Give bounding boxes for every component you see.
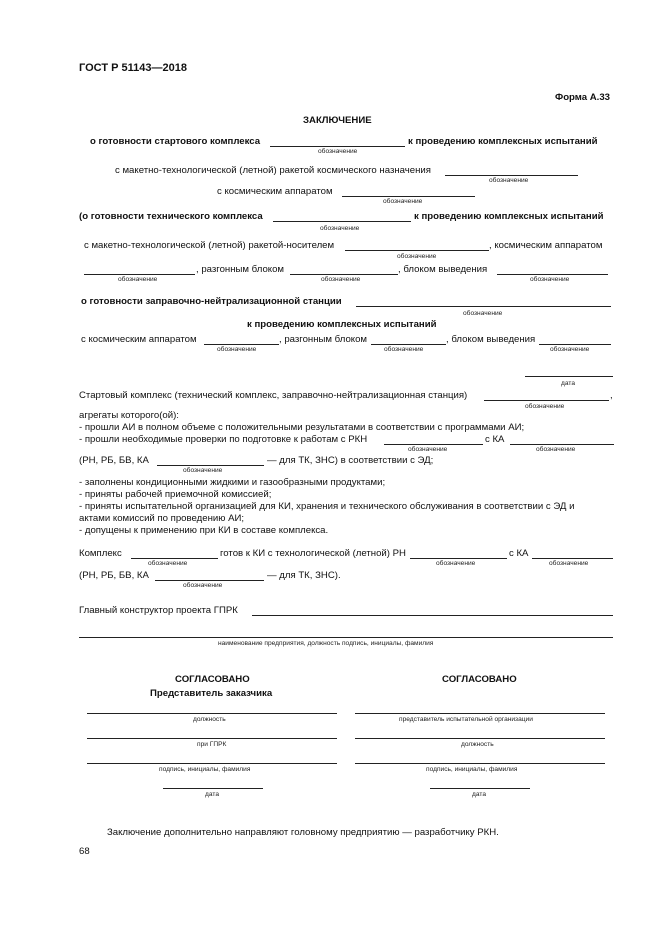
page-title: ЗАКЛЮЧЕНИЕ: [303, 115, 372, 126]
hint-designation: обозначение: [463, 310, 503, 317]
field-line: [252, 615, 613, 616]
hint-designation: обозначение: [183, 467, 223, 474]
field-line: [290, 274, 398, 275]
approval-left-title: СОГЛАСОВАНО: [175, 674, 250, 685]
hint-designation: обозначение: [321, 276, 361, 283]
field-line: [84, 274, 195, 275]
field-line: [410, 558, 507, 559]
field-line: [273, 221, 411, 222]
hint-designation: обозначение: [148, 560, 188, 567]
field-line: [355, 713, 605, 714]
field-line: [342, 196, 475, 197]
block2-booster: , разгонным блоком: [196, 264, 285, 275]
hint-designation: обозначение: [383, 198, 423, 205]
field-line: [155, 580, 264, 581]
footer-note: Заключение дополнительно направляют головному предприятию — разработчику РКН.: [107, 827, 499, 838]
field-line: [87, 738, 337, 739]
complex-ready-ka: с КА: [509, 548, 529, 559]
approval-left-sub: Представитель заказчика: [150, 688, 273, 699]
field-line: [371, 344, 446, 345]
hint-designation: обозначение: [549, 560, 589, 567]
block3-booster: , разгонным блоком: [279, 334, 368, 345]
hint-position: должность: [193, 716, 226, 723]
hint-date: дата: [472, 791, 486, 798]
date-line: [525, 376, 613, 377]
field-line: [131, 558, 218, 559]
date-line: [163, 788, 263, 789]
hint-designation: обозначение: [397, 253, 437, 260]
bullet-1: - прошли АИ в полном объеме с положительными результатами в соответствии с программами АИ;: [79, 422, 525, 433]
block2-tail: к проведению комплексных испытаний: [414, 211, 604, 222]
bullet-3: (РН, РБ, БВ, КА: [79, 455, 149, 466]
block3-spacecraft: с космическим аппаратом: [81, 334, 197, 345]
bullet-6: - приняты испытательной организацией для КИ, хранения и технического обслуживания в соответствии с ЭД и: [79, 501, 575, 512]
field-line: [270, 146, 405, 147]
complex-line: Стартовый комплекс (технический комплекс, заправочно-нейтрализационная станция): [79, 390, 468, 401]
hint-designation: обозначение: [530, 276, 570, 283]
hint-org-position: наименование предприятия, должность подпись, инициалы, фамилия: [218, 640, 434, 647]
field-line: [355, 738, 605, 739]
bullet-5: - приняты рабочей приемочной комиссией;: [79, 489, 272, 500]
block2-spacecraft: , космическим аппаратом: [489, 240, 603, 251]
field-line: [204, 344, 279, 345]
block1-lead: о готовности стартового комплекса: [90, 136, 261, 147]
block2-lead: (о готовности технического комплекса: [79, 211, 263, 222]
field-line: [484, 400, 609, 401]
hint-sign: подпись, инициалы, фамилия: [426, 766, 518, 773]
page-number: 68: [79, 846, 90, 857]
hint-designation: обозначение: [384, 346, 424, 353]
bullet-2: - прошли необходимые проверки по подготовке к работам с РКН: [79, 434, 368, 445]
hint-date: дата: [561, 380, 575, 387]
complex-ready: Комплекс: [79, 548, 122, 559]
hint-position: должность: [461, 741, 494, 748]
block1-spacecraft: с космическим аппаратом: [217, 186, 333, 197]
hint-test-org: представитель испытательной организации: [399, 716, 533, 723]
form-label: Форма А.33: [555, 92, 611, 103]
field-line: [384, 444, 483, 445]
comma: ,: [610, 390, 613, 401]
block3-lead: о готовности заправочно-нейтрализационной станции: [81, 296, 342, 307]
hint-designation: обозначение: [320, 225, 360, 232]
field-line: [355, 763, 605, 764]
block3-deploy: , блоком выведения: [446, 334, 536, 345]
hint-designation: обозначение: [436, 560, 476, 567]
chief-designer: Главный конструктор проекта ГПРК: [79, 605, 238, 616]
block1-rocket: с макетно-технологической (летной) ракетой космического назначения: [115, 165, 431, 176]
hint-designation: обозначение: [183, 582, 223, 589]
block3-tail: к проведению комплексных испытаний: [247, 319, 437, 330]
field-line: [157, 465, 264, 466]
field-line: [539, 344, 611, 345]
hint-designation: обозначение: [489, 177, 529, 184]
bullet-3-tail: — для ТК, ЗНС) в соответствии с ЭД;: [267, 455, 434, 466]
approval-right-title: СОГЛАСОВАНО: [442, 674, 517, 685]
hint-designation: обозначение: [318, 148, 358, 155]
hint-designation: обозначение: [408, 446, 448, 453]
field-line: [87, 713, 337, 714]
complex-rn-list: (РН, РБ, БВ, КА: [79, 570, 149, 581]
complex-ready-rn: готов к КИ с технологической (летной) РН: [220, 548, 406, 559]
hint-designation: обозначение: [217, 346, 257, 353]
field-line: [510, 444, 614, 445]
hint-sign: подпись, инициалы, фамилия: [159, 766, 251, 773]
gost-number: ГОСТ Р 51143—2018: [79, 62, 187, 74]
hint-date: дата: [205, 791, 219, 798]
block2-deploy: , блоком выведения: [398, 264, 488, 275]
field-line: [445, 175, 578, 176]
field-line: [345, 250, 489, 251]
field-line: [497, 274, 608, 275]
field-line: [79, 637, 613, 638]
hint-designation: обозначение: [118, 276, 158, 283]
hint-designation: обозначение: [525, 403, 565, 410]
aggregates-label: агрегаты которого(ой):: [79, 410, 179, 421]
bullet-4: - заполнены кондиционными жидкими и газообразными продуктами;: [79, 477, 386, 488]
complex-rn-tail: — для ТК, ЗНС).: [267, 570, 341, 581]
hint-designation: обозначение: [550, 346, 590, 353]
block2-rocket: с макетно-технологической (летной) ракетой-носителем: [84, 240, 335, 251]
bullet-6-cont: актами комиссий по проведению АИ;: [79, 513, 245, 524]
field-line: [532, 558, 613, 559]
field-line: [87, 763, 337, 764]
date-line: [430, 788, 530, 789]
bullet-7: - допущены к применению при КИ в составе комплекса.: [79, 525, 329, 536]
bullet-2-ka: с КА: [485, 434, 505, 445]
block1-tail: к проведению комплексных испытаний: [408, 136, 598, 147]
field-line: [356, 306, 611, 307]
hint-designation: обозначение: [536, 446, 576, 453]
hint-gprk: при ГПРК: [197, 741, 227, 748]
